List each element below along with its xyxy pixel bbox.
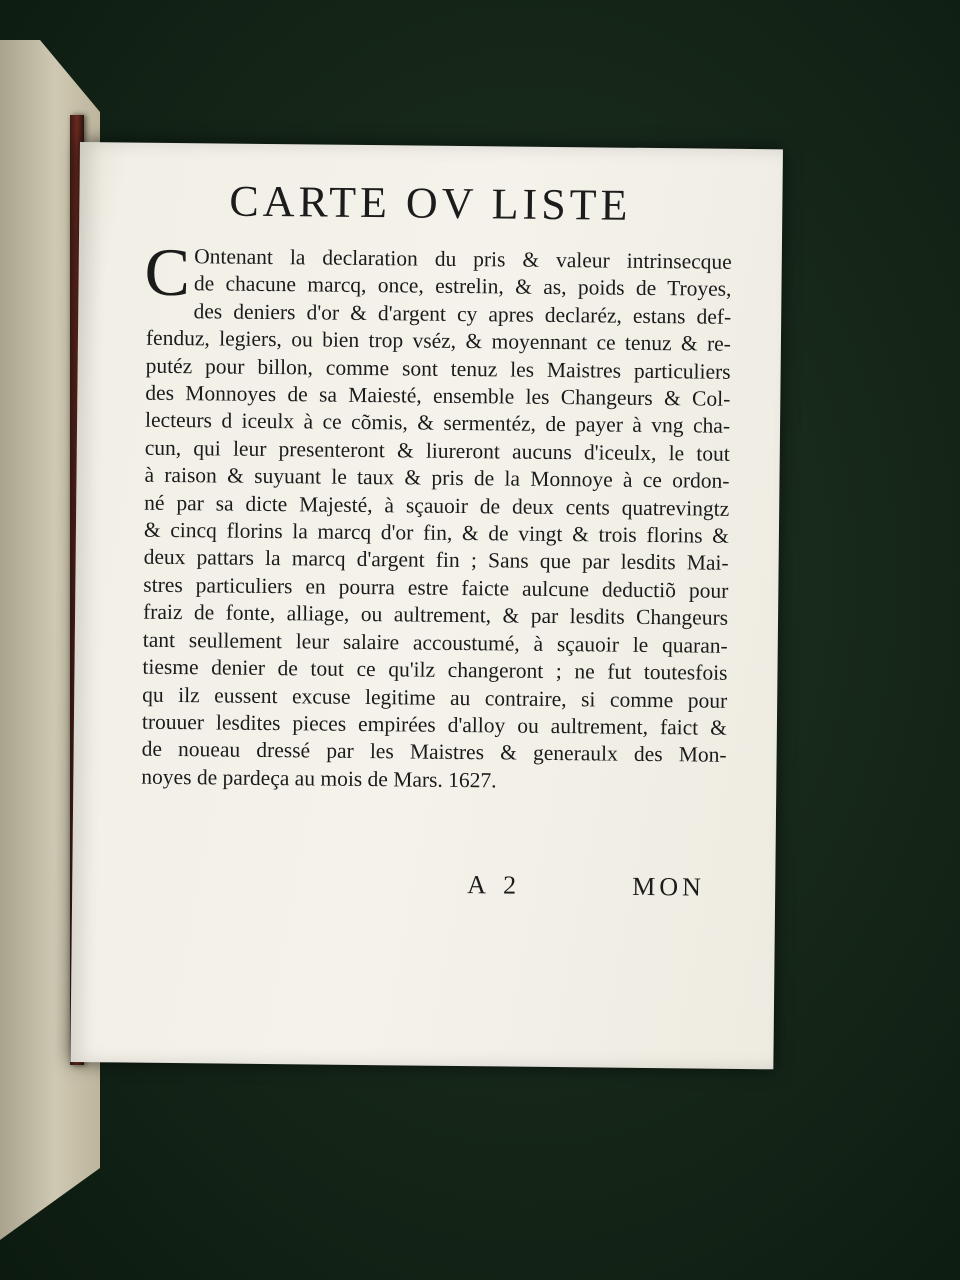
drop-cap: C <box>144 233 191 311</box>
text-line: fraiz de fonte, alliage, ou aultrement, & par lesdits Changeurs <box>142 599 729 631</box>
text-line: deux pattars la marcq d'argent fin ; Sans que par lesdits Mai- <box>143 545 729 576</box>
text-line: cun, qui leur presenteront & liureront aucuns d'iceulx, le tout <box>144 435 730 466</box>
text-line: de noueau dressé par les Maistres & generaulx des Mon- <box>141 736 727 768</box>
text-line: tant seullement leur salaire accoustumé, à sçauoir le quaran- <box>142 627 728 658</box>
text-line: lecteurs d iceulx à ce cõmis, & sermentéz, de payer à vng cha- <box>144 408 731 439</box>
catchword: MON <box>632 871 706 902</box>
text-line: des deniers d'or & d'argent cy apres declaréz, estans def- <box>193 299 732 329</box>
text-line: à raison & suyuant le taux & pris de la Monnoye à ce ordon- <box>144 462 730 494</box>
text-line: né par sa dicte Majesté, à sçauoir de deux cents quatrevingtz <box>144 490 730 521</box>
text-line: stres particuliers en pourra estre faicte aulcune deductiõ pour <box>143 572 729 603</box>
text-line: noyes de pardeça au mois de Mars. 1627. <box>141 764 497 793</box>
page-footer <box>72 866 775 902</box>
text-line: de chacune marcq, once, estrelin, & as, poids de Troyes, <box>193 271 732 302</box>
text-line: putéz pour billon, comme sont tenuz les Maistres particuliers <box>145 353 731 384</box>
body-paragraph <box>141 233 732 797</box>
text-line: trouuer lesdites pieces empirées d'alloy ou aultrement, faict & <box>141 709 728 740</box>
text-line: fenduz, legiers, ou bien trop vséz, & moyennant ce tenuz & re- <box>145 325 732 357</box>
page-title: CARTE OV LISTE <box>229 176 632 230</box>
text-line: qu ilz eussent excuse legitime au contraire, si comme pour <box>142 682 728 713</box>
signature-mark: A 2 <box>467 870 523 900</box>
text-line: des Monnoyes de sa Maiesté, ensemble les Changeurs & Col- <box>145 380 731 411</box>
text-line: Ontenant la declaration du pris & valeur intrinsecque <box>194 244 732 274</box>
text-line: & cincq florins la marcq d'or fin, & de vingt & trois florins & <box>143 517 730 548</box>
text-line: tiesme denier de tout ce qu'ilz changeront ; ne fut toutesfois <box>142 654 728 685</box>
book-page <box>70 142 783 1069</box>
